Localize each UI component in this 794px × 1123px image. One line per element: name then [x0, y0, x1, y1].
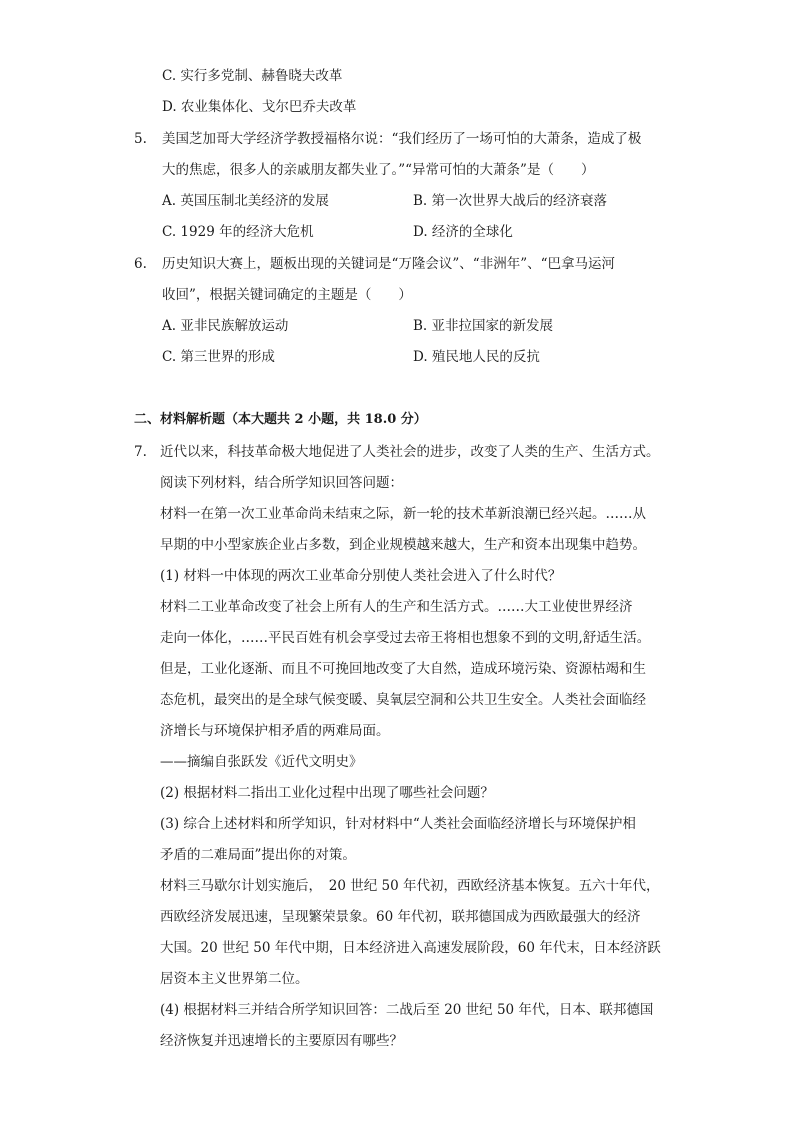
- q7-number: 7.: [134, 444, 147, 460]
- q4-option-d: D. 农业集体化、戈尔巴乔夫改革: [162, 99, 357, 115]
- q6-option-b: B. 亚非拉国家的新发展: [413, 318, 554, 334]
- q5-option-c: C. 1929 年的经济大危机: [162, 224, 314, 240]
- q7-line: 近代以来，科技革命极大地促进了人类社会的进步，改变了人类的生产、生活方式。: [160, 444, 660, 460]
- q5-number: 5.: [134, 131, 147, 147]
- q5-stem-line1: 美国芝加哥大学经济学教授福格尔说：“我们经历了一场可怕的大萧条，造成了极: [162, 131, 642, 147]
- q7-material2-line: 走向一体化，……平民百姓有机会享受过去帝王将相也想象不到的文明,舒适生活。: [160, 630, 651, 646]
- q6-option-d: D. 殖民地人民的反抗: [413, 349, 540, 365]
- q5-option-a: A. 英国压制北美经济的发展: [162, 193, 329, 209]
- q5-option-d: D. 经济的全球化: [413, 224, 513, 240]
- q7-material1-line: 早期的中小型家族企业占多数，到企业规模越来越大，生产和资本出现集中趋势。: [160, 537, 646, 553]
- q7-subquestion-4-cont: 经济恢复并迅速增长的主要原因有哪些？: [160, 1033, 403, 1049]
- q6-option-a: A. 亚非民族解放运动: [162, 318, 289, 334]
- q7-material2-line: 材料二工业革命改变了社会上所有人的生产和生活方式。……大工业使世界经济: [160, 599, 633, 615]
- q5-option-b: B. 第一次世界大战后的经济衰落: [413, 193, 608, 209]
- q7-subquestion-1: (1) 材料一中体现的两次工业革命分别使人类社会进入了什么时代？: [160, 568, 562, 584]
- q7-material3-line: 西欧经济发展迅速，呈现繁荣景象。60 年代初，联邦德国成为西欧最强大的经济: [160, 909, 641, 925]
- q7-material2-line: 态危机，最突出的是全球气候变暖、臭氧层空洞和公共卫生安全。人类社会面临经: [160, 692, 646, 708]
- q7-subquestion-2: (2) 根据材料二指出工业化过程中出现了哪些社会问题？: [160, 785, 494, 801]
- q7-material3-line: 大国。20 世纪 50 年代中期，日本经济进入高速发展阶段，60 年代末，日本经济跃: [160, 940, 661, 956]
- q7-subquestion-4: (4) 根据材料三并结合所学知识回答：二战后至 20 世纪 50 年代，日本、联邦德国: [160, 1002, 654, 1018]
- q7-material2-line: 济增长与环境保护相矛盾的两难局面。: [160, 723, 390, 739]
- q7-material3-line: 居资本主义世界第二位。: [160, 971, 309, 987]
- section-heading: 二、材料解析题（本大题共 2 小题，共 18.0 分）: [134, 412, 427, 427]
- q7-source-citation: ——摘编自张跃发《近代文明史》: [160, 754, 363, 770]
- q6-number: 6.: [134, 256, 147, 272]
- q7-line: 阅读下列材料，结合所学知识回答问题：: [160, 475, 403, 491]
- q7-material3-line: 材料三马歇尔计划实施后， 20 世纪 50 年代初，西欧经济基本恢复。五六十年代，: [160, 878, 660, 894]
- q6-stem-line2: 收回”，根据关键词确定的主题是（ ）: [162, 287, 412, 303]
- q7-subquestion-3: (3) 综合上述材料和所学知识，针对材料中“人类社会面临经济增长与环境保护相: [160, 816, 636, 832]
- q7-subquestion-3-cont: 矛盾的二难局面”提出你的对策。: [160, 847, 356, 863]
- q7-material2-line: 但是，工业化逐渐、而且不可挽回地改变了大自然，造成环境污染、资源枯竭和生: [160, 661, 646, 677]
- q5-stem-line2: 大的焦虑，很多人的亲戚朋友都失业了。”“异常可怕的大萧条”是（ ）: [162, 162, 595, 178]
- q6-stem-line1: 历史知识大赛上，题板出现的关键词是“万隆会议”、“非洲年”、“巴拿马运河: [162, 256, 616, 272]
- q4-option-c: C. 实行多党制、赫鲁晓夫改革: [162, 68, 343, 84]
- q7-material1-line: 材料一在第一次工业革命尚未结束之际，新一轮的技术革新浪潮已经兴起。……从: [160, 506, 646, 522]
- q6-option-c: C. 第三世界的形成: [162, 349, 275, 365]
